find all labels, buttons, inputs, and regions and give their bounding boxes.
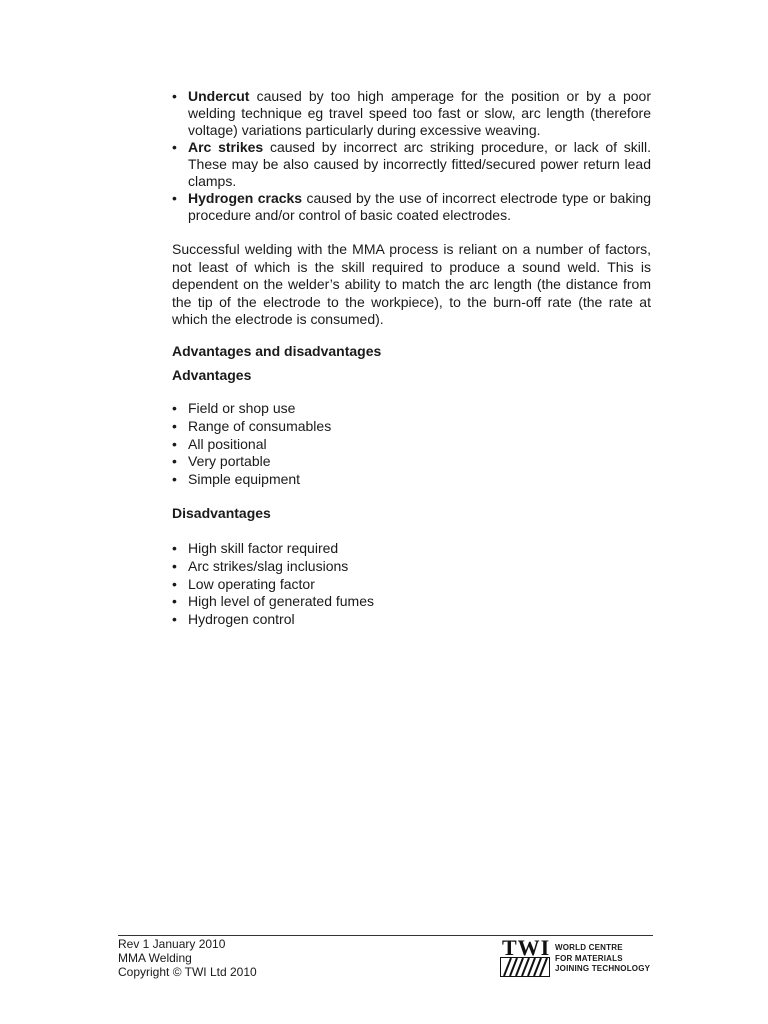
revision-text: Rev 1 January 2010 — [118, 937, 226, 951]
body-paragraph: Successful welding with the MMA process is reliant on a number of factors, not least of which is the skill required to produce a sound weld. This is dependent on the welder’s ability to match the arc length (the distance from the tip of the electrode to the workpiece), to the burn-off rate (the rate at which the electrode is consumed). — [172, 241, 651, 327]
copyright-text: Copyright © TWI Ltd 2010 — [118, 965, 257, 979]
logo-tagline — [555, 943, 650, 975]
logo-tagline-line: WORLD CENTRE — [555, 943, 623, 952]
logo-tagline-line: JOINING TECHNOLOGY — [555, 964, 651, 973]
footer-info — [118, 937, 257, 979]
defect-list — [172, 88, 651, 224]
list-item: • Arc strikes/slag inclusions — [172, 558, 374, 576]
logo-tagline-line: FOR MATERIALS — [555, 953, 623, 963]
list-item: • High skill factor required — [172, 540, 374, 558]
advantages-list — [172, 400, 331, 489]
twi-logo — [500, 935, 655, 979]
defect-description: caused by the use of incorrect electrode type or baking procedure and/or control of basic coated electrodes. — [188, 190, 652, 223]
list-item: • Hydrogen control — [172, 611, 374, 629]
list-item: • Simple equipment — [172, 471, 331, 489]
defect-term: Undercut — [188, 88, 250, 104]
disadvantages-heading: Disadvantages — [172, 505, 271, 521]
list-item: • Low operating factor — [172, 576, 374, 594]
defect-term: Arc strikes — [188, 139, 264, 155]
list-item: • Range of consumables — [172, 418, 331, 436]
list-item — [172, 139, 651, 190]
section-heading: Advantages and disadvantages — [172, 343, 382, 359]
logo-stripes-icon — [500, 957, 550, 977]
defect-description: caused by too high amperage for the position or by a poor welding technique eg travel speed too fast or slow, arc length (therefore voltage) variations particularly during excessive weaving. — [188, 88, 651, 138]
list-item: • High level of generated fumes — [172, 593, 374, 611]
list-item: • All positional — [172, 436, 331, 454]
footer-divider — [118, 935, 653, 936]
defect-description: caused by incorrect arc striking procedure, or lack of skill. These may be also caused by incorrectly fitted/secured power return lead clamps. — [188, 139, 651, 189]
advantages-heading: Advantages — [172, 367, 252, 383]
document-name: MMA Welding — [118, 951, 192, 965]
list-item — [172, 190, 651, 224]
logo-wordmark: TWI — [502, 935, 551, 960]
list-item: • Field or shop use — [172, 400, 331, 418]
list-item: • Very portable — [172, 453, 331, 471]
list-item — [172, 88, 651, 139]
defect-term: Hydrogen cracks — [188, 190, 303, 206]
disadvantages-list — [172, 540, 374, 629]
